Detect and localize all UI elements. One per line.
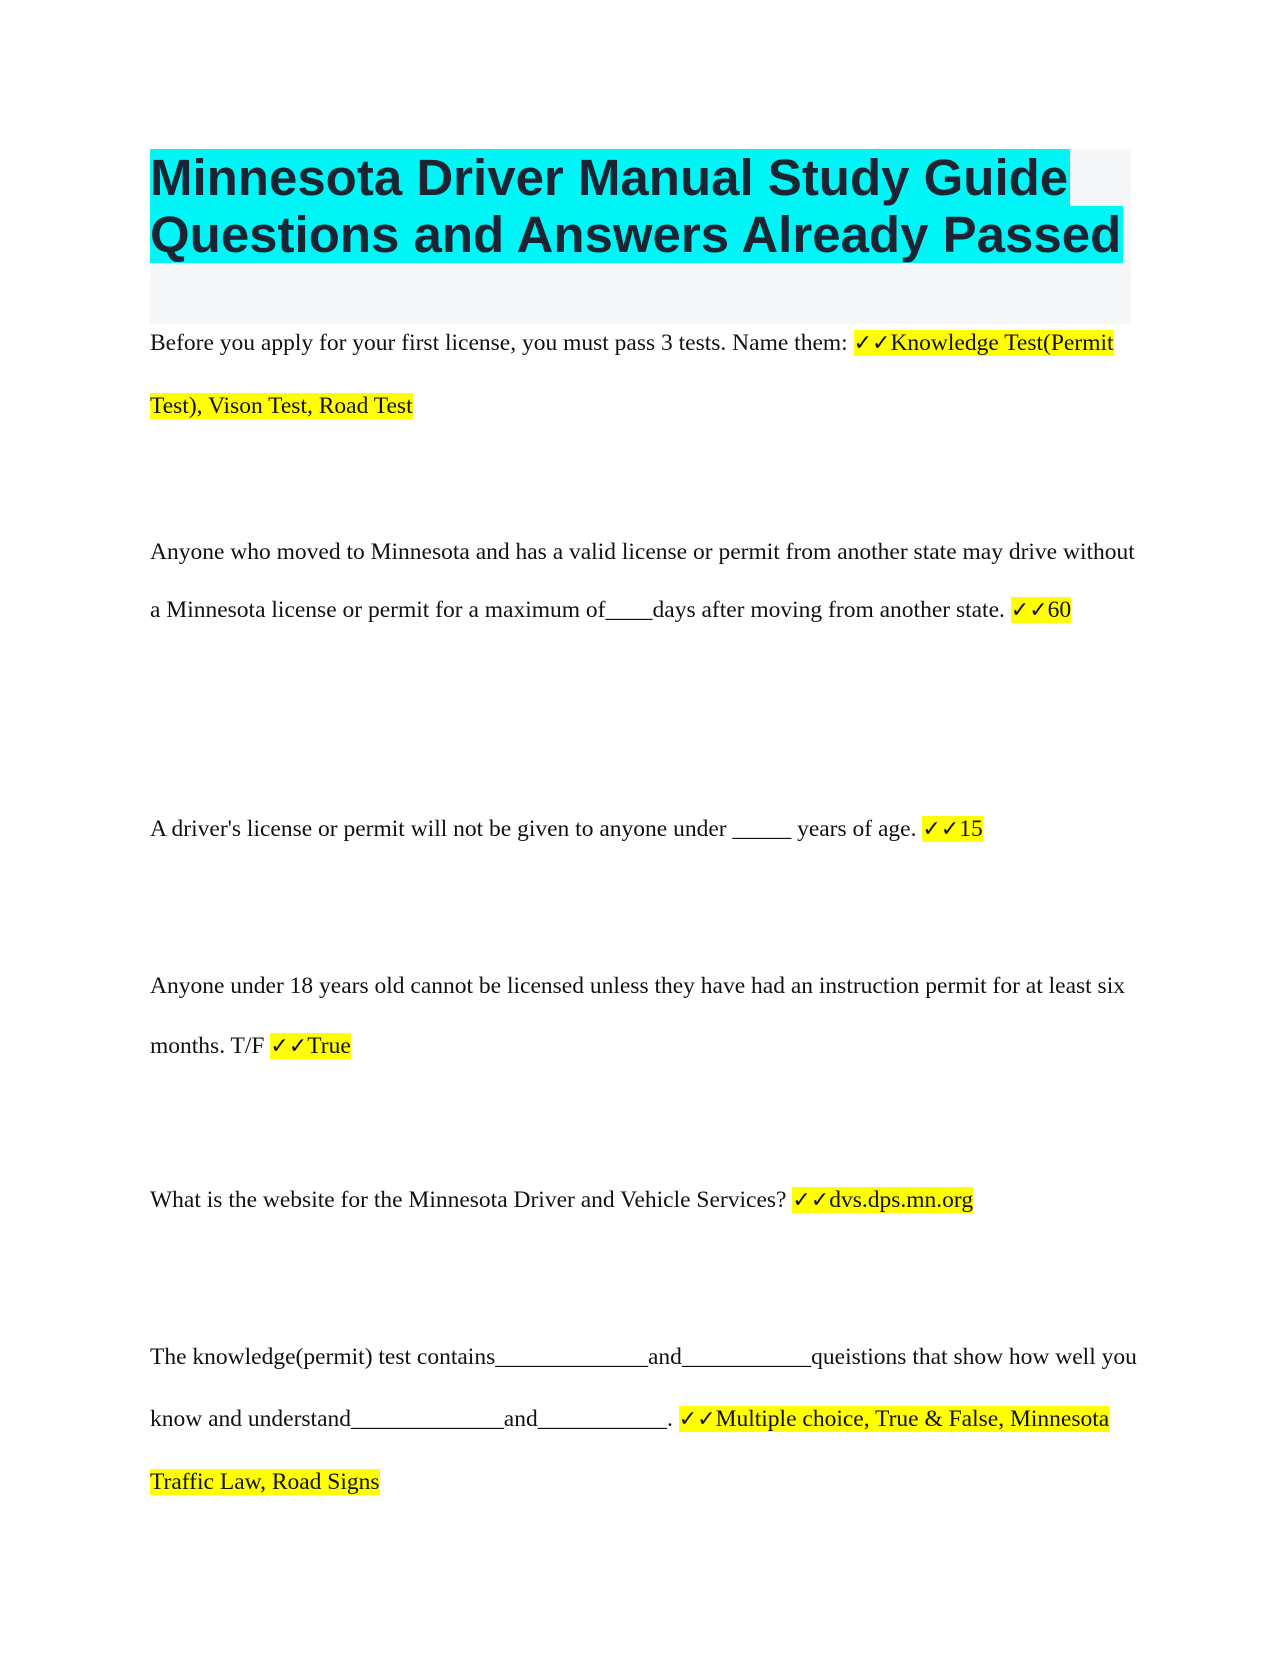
answer-text: Multiple choice, True & False, Minnesota Traffic Law, Road Signs [150, 1406, 1110, 1495]
answer-highlight [792, 1187, 973, 1213]
answer-text: Knowledge Test(Permit Test), Vison Test, Road Test [150, 330, 1114, 419]
double-check-icon: ✓✓ [792, 1188, 830, 1213]
question-text: Anyone who moved to Minnesota and has a valid license or permit from another state may drive without a Minnesota license or permit for a maximum of____days after moving from another state. [150, 539, 1135, 623]
qa-item-5 [150, 1171, 1140, 1230]
double-check-icon: ✓✓ [270, 1034, 308, 1059]
qa-item-1 [150, 312, 1140, 437]
answer-highlight [270, 1033, 350, 1059]
title-line-2: Questions and Answers Already Passed [150, 206, 1122, 263]
qa-item-4 [150, 956, 1140, 1077]
qa-item-3 [150, 800, 1140, 859]
title-line-1: Minnesota Driver Manual Study Guide [150, 149, 1069, 206]
title-block [150, 149, 1131, 324]
question-text: A driver's license or permit will not be given to anyone under _____ years of age. [150, 816, 923, 842]
question-text: Before you apply for your first license, you must pass 3 tests. Name them: [150, 330, 854, 356]
question-text: What is the website for the Minnesota Driver and Vehicle Services? [150, 1187, 793, 1213]
answer-text: dvs.dps.mn.org [829, 1187, 974, 1213]
double-check-icon: ✓✓ [1010, 598, 1048, 623]
double-check-icon: ✓✓ [678, 1407, 716, 1432]
double-check-icon: ✓✓ [922, 817, 960, 842]
answer-text: 15 [959, 816, 983, 842]
question-text: The knowledge(permit) test contains_____________and___________queistions that show how well you know and understand_____________and___________. [150, 1344, 1137, 1432]
answer-highlight [922, 816, 982, 842]
question-text: Anyone under 18 years old cannot be licensed unless they have had an instruction permit for at least six months. T/F [150, 973, 1125, 1059]
answer-text: True [307, 1033, 351, 1059]
document-title [150, 149, 1131, 263]
double-check-icon: ✓✓ [853, 331, 891, 356]
qa-item-6 [150, 1326, 1140, 1513]
qa-item-2 [150, 523, 1140, 640]
answer-highlight [1011, 597, 1071, 623]
answer-text: 60 [1047, 597, 1072, 623]
